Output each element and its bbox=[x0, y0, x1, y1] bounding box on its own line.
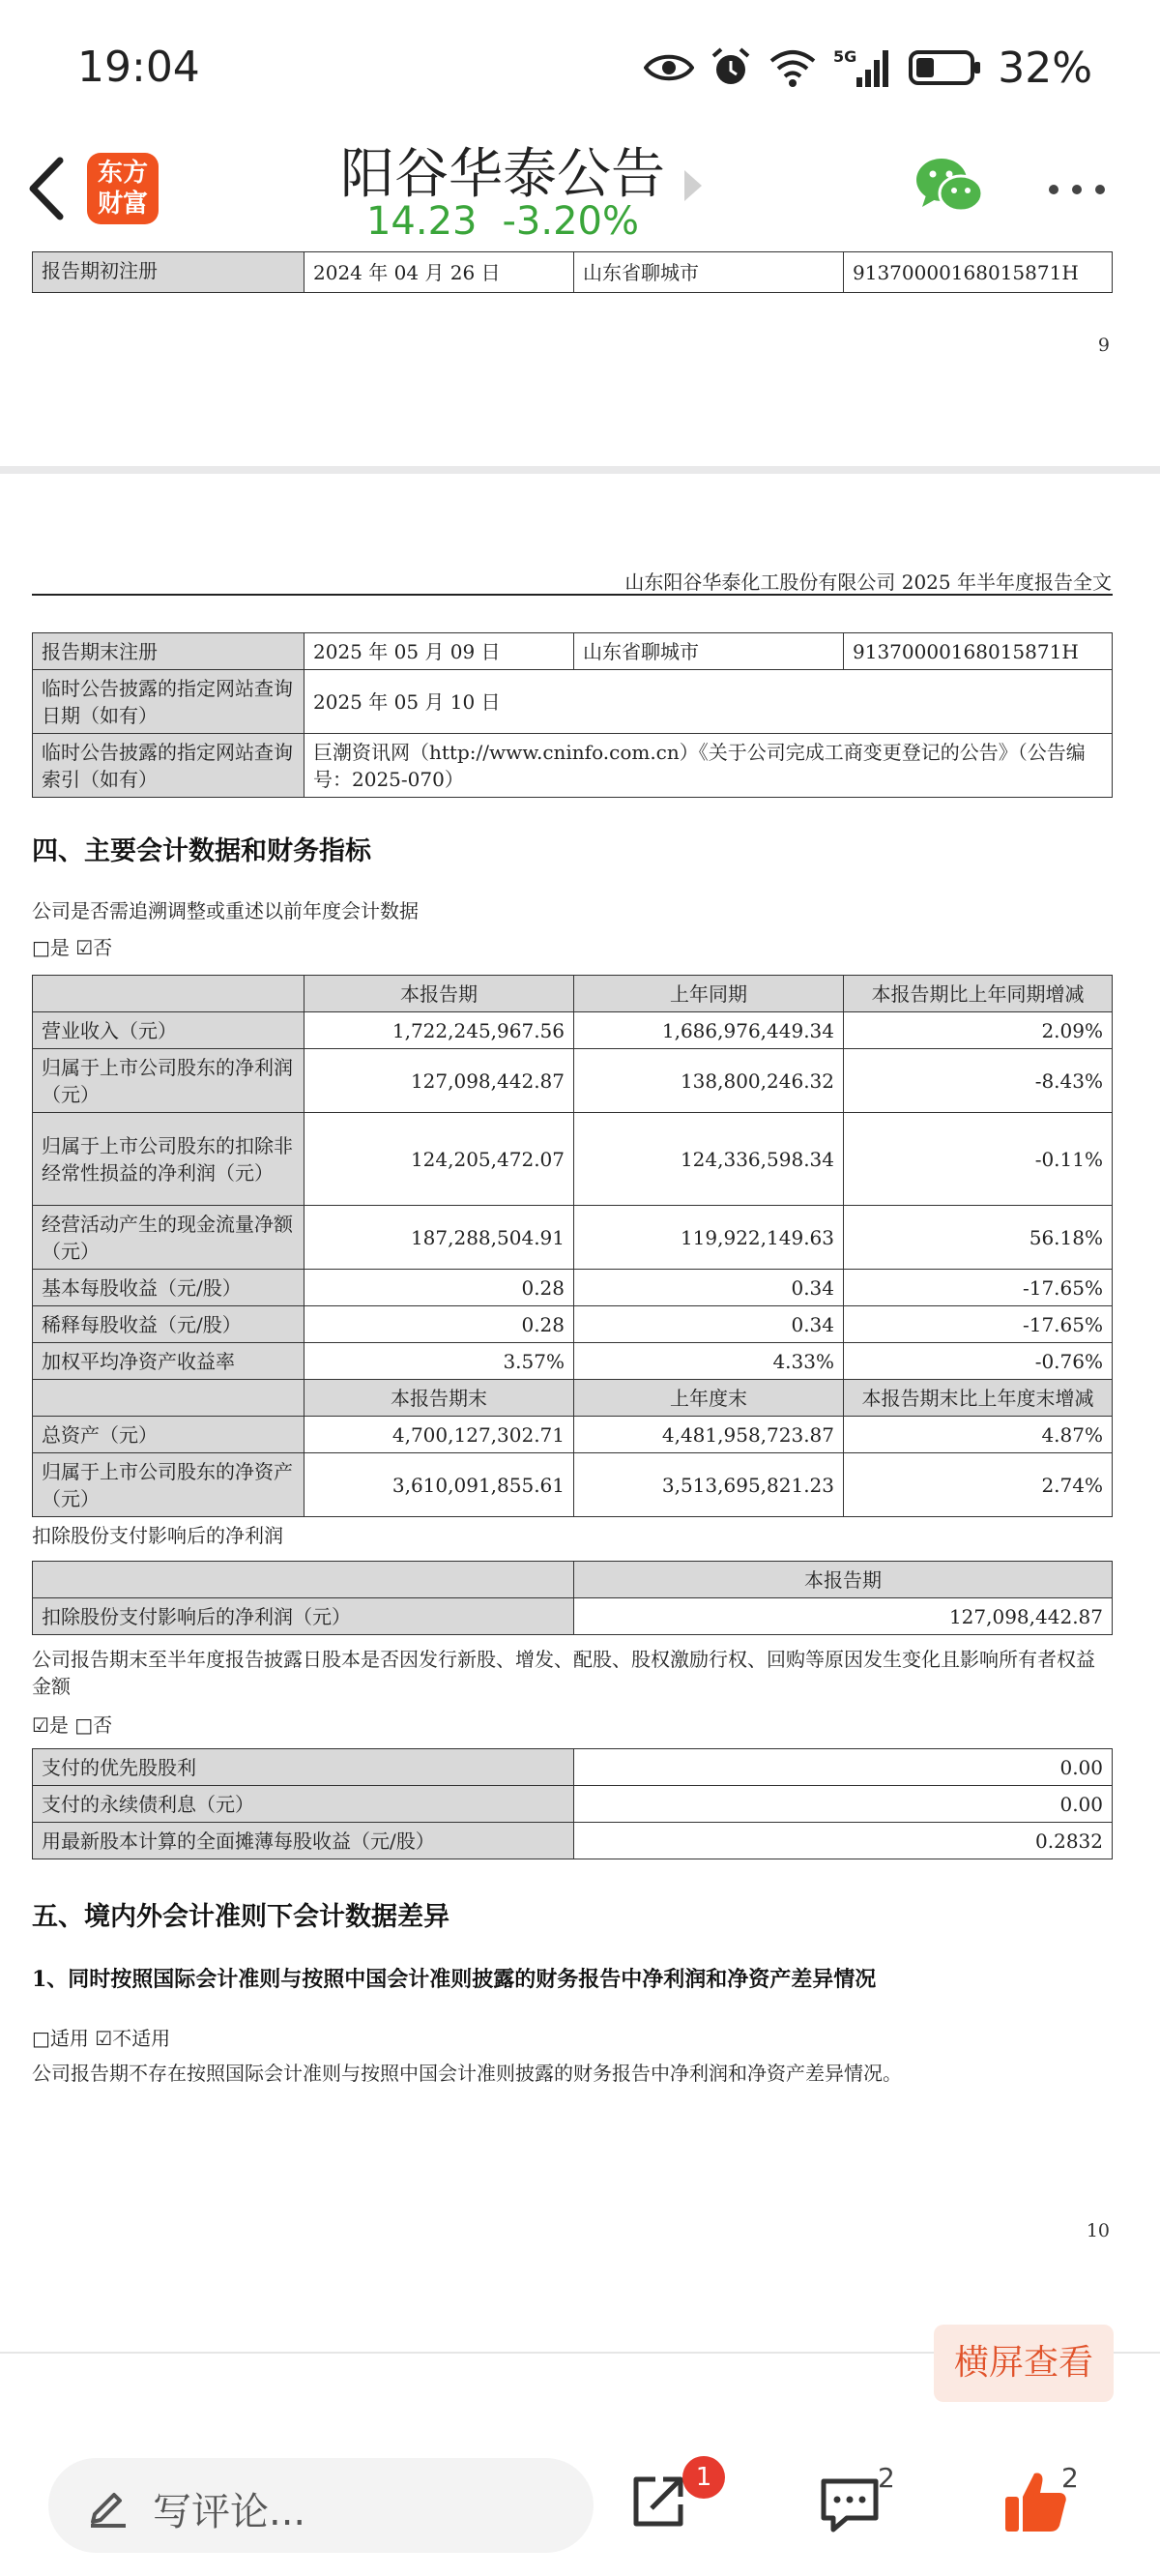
table-cell: 124,336,598.34 bbox=[574, 1113, 844, 1206]
next-stock-arrow-icon[interactable] bbox=[682, 168, 704, 203]
status-icons bbox=[644, 39, 1092, 97]
table-row bbox=[33, 1012, 1113, 1049]
table-row bbox=[33, 670, 1113, 734]
table-row bbox=[33, 1417, 1113, 1453]
eye-icon bbox=[644, 51, 694, 84]
subsection-heading: 1、同时按照国际会计准则与按照中国会计准则披露的财务报告中净利润和净资产差异情况 bbox=[32, 1967, 877, 1992]
table-cell: 2024 年 04 月 26 日 bbox=[304, 252, 574, 293]
table-cell: 基本每股收益（元/股） bbox=[33, 1270, 304, 1306]
table-cell: 3,610,091,855.61 bbox=[304, 1453, 574, 1517]
cellular-signal-icon bbox=[833, 46, 893, 89]
table-row bbox=[33, 734, 1113, 798]
table-cell: 2025 年 05 月 09 日 bbox=[304, 633, 574, 670]
battery-icon bbox=[909, 48, 982, 87]
table-cell: 0.00 bbox=[574, 1786, 1113, 1823]
stock-change: -3.20% bbox=[502, 199, 640, 244]
main-financial-table bbox=[32, 975, 1113, 1517]
table-header-cell bbox=[33, 1380, 304, 1417]
table-header-row bbox=[33, 1380, 1113, 1417]
stock-quote bbox=[290, 199, 715, 244]
table-cell: 56.18% bbox=[844, 1206, 1113, 1270]
share-pay-table bbox=[32, 1561, 1113, 1635]
table-cell: 3,513,695,821.23 bbox=[574, 1453, 844, 1517]
table-cell: 报告期初注册 bbox=[33, 252, 304, 293]
table-cell: 临时公告披露的指定网站查询索引（如有） bbox=[33, 734, 304, 798]
table-header-cell: 本报告期 bbox=[304, 976, 574, 1012]
table-cell: 127,098,442.87 bbox=[304, 1049, 574, 1113]
table-cell: 3.57% bbox=[304, 1343, 574, 1380]
more-options-icon[interactable] bbox=[1046, 180, 1108, 199]
table-cell: 山东省聊城市 bbox=[574, 252, 844, 293]
table-cell: -0.76% bbox=[844, 1343, 1113, 1380]
table-cell: 127,098,442.87 bbox=[574, 1598, 1113, 1635]
table-row bbox=[33, 1562, 1113, 1598]
table-cell: 2025 年 05 月 10 日 bbox=[304, 670, 1113, 734]
table-header-cell: 本报告期末 bbox=[304, 1380, 574, 1417]
table-cell: 营业收入（元） bbox=[33, 1012, 304, 1049]
table-cell: 124,205,472.07 bbox=[304, 1113, 574, 1206]
table-header-cell: 本报告期比上年同期增减 bbox=[844, 976, 1113, 1012]
table-cell: 经营活动产生的现金流量净额（元） bbox=[33, 1206, 304, 1270]
table-cell: 稀释每股收益（元/股） bbox=[33, 1306, 304, 1343]
table-row bbox=[33, 1306, 1113, 1343]
table-row bbox=[33, 1598, 1113, 1635]
table-cell: 0.34 bbox=[574, 1270, 844, 1306]
thumbs-up-icon[interactable] bbox=[1001, 2468, 1069, 2535]
table-cell: -0.11% bbox=[844, 1113, 1113, 1206]
table-cell: 187,288,504.91 bbox=[304, 1206, 574, 1270]
table-cell: 91370000168015871H bbox=[844, 252, 1113, 293]
table-cell: 0.28 bbox=[304, 1270, 574, 1306]
status-time: 19:04 bbox=[77, 43, 200, 92]
table-cell: 总资产（元） bbox=[33, 1417, 304, 1453]
table-row bbox=[33, 1049, 1113, 1113]
eastmoney-logo[interactable] bbox=[87, 153, 159, 224]
page-separator bbox=[0, 466, 1160, 474]
page-number: 9 bbox=[1097, 335, 1110, 356]
table-cell: 加权平均净资产收益率 bbox=[33, 1343, 304, 1380]
header-rule bbox=[32, 594, 1113, 596]
wechat-share-icon[interactable] bbox=[914, 155, 984, 217]
registration-table bbox=[32, 632, 1113, 798]
section-heading: 四、主要会计数据和财务指标 bbox=[32, 836, 371, 866]
table-cell: -8.43% bbox=[844, 1049, 1113, 1113]
table-header-cell: 上年度末 bbox=[574, 1380, 844, 1417]
share-pay-title: 扣除股份支付影响后的净利润 bbox=[32, 1524, 283, 1547]
table-cell: 0.2832 bbox=[574, 1823, 1113, 1859]
table-cell: 报告期末注册 bbox=[33, 633, 304, 670]
table-cell: 4,481,958,723.87 bbox=[574, 1417, 844, 1453]
comments-icon[interactable] bbox=[818, 2475, 882, 2535]
table-row bbox=[33, 1749, 1113, 1786]
bottom-action-bar bbox=[0, 2437, 1160, 2576]
network-type-label: 5G bbox=[833, 47, 857, 66]
comment-placeholder: 写评论... bbox=[153, 2490, 306, 2534]
table-row bbox=[33, 1206, 1113, 1270]
table-cell: 119,922,149.63 bbox=[574, 1206, 844, 1270]
back-arrow-icon[interactable] bbox=[21, 155, 70, 222]
table-row bbox=[33, 633, 1113, 670]
page-number: 10 bbox=[1086, 2220, 1110, 2241]
logo-line-2: 财富 bbox=[97, 190, 148, 219]
logo-line-1: 东方 bbox=[97, 159, 148, 188]
like-count: 2 bbox=[1061, 2462, 1079, 2494]
restate-answer: □是 ☑否 bbox=[32, 936, 113, 959]
table-cell: 扣除股份支付影响后的净利润（元） bbox=[33, 1598, 574, 1635]
wifi-icon bbox=[768, 47, 818, 88]
table-cell: 2.74% bbox=[844, 1453, 1113, 1517]
section-heading: 五、境内外会计准则下会计数据差异 bbox=[32, 1902, 450, 1932]
table-cell: 2.09% bbox=[844, 1012, 1113, 1049]
table-header-cell: 本报告期 bbox=[574, 1562, 1113, 1598]
share-badge: 1 bbox=[682, 2456, 725, 2499]
document-running-header: 山东阳谷华泰化工股份有限公司 2025 年半年度报告全文 bbox=[624, 571, 1112, 594]
battery-percentage: 32% bbox=[998, 43, 1092, 93]
alarm-icon bbox=[710, 46, 752, 89]
table-cell: -17.65% bbox=[844, 1270, 1113, 1306]
table-row bbox=[33, 1113, 1113, 1206]
table-cell: 0.28 bbox=[304, 1306, 574, 1343]
share-change-question: 公司报告期末至半年度报告披露日股本是否因发行新股、增发、配股、股权激励行权、回购等原因发生变化且影响所有者权益金额 bbox=[32, 1648, 1095, 1698]
table-cell bbox=[33, 1562, 574, 1598]
table-cell: 山东省聊城市 bbox=[574, 633, 844, 670]
share-change-answer: ☑是 □否 bbox=[32, 1713, 113, 1737]
status-bar bbox=[0, 0, 1160, 135]
table-cell: 归属于上市公司股东的扣除非经常性损益的净利润（元） bbox=[33, 1113, 304, 1206]
table-cell: -17.65% bbox=[844, 1306, 1113, 1343]
table-cell: 支付的永续债利息（元） bbox=[33, 1786, 574, 1823]
table-cell: 138,800,246.32 bbox=[574, 1049, 844, 1113]
page-title: 阳谷华泰公告 bbox=[340, 143, 665, 206]
pencil-icon bbox=[87, 2485, 130, 2528]
table-row bbox=[33, 1453, 1113, 1517]
table-cell: 归属于上市公司股东的净利润（元） bbox=[33, 1049, 304, 1113]
applicability-answer: □适用 ☑不适用 bbox=[32, 2027, 171, 2050]
landscape-view-button[interactable]: 横屏查看 bbox=[934, 2325, 1114, 2402]
prev-page-registration-table bbox=[32, 251, 1113, 293]
table-cell: 临时公告披露的指定网站查询日期（如有） bbox=[33, 670, 304, 734]
table-row bbox=[33, 1343, 1113, 1380]
comment-input[interactable] bbox=[48, 2458, 594, 2553]
table-cell: 0.00 bbox=[574, 1749, 1113, 1786]
table-cell: 0.34 bbox=[574, 1306, 844, 1343]
app-header bbox=[0, 126, 1160, 251]
restate-question: 公司是否需追溯调整或重述以前年度会计数据 bbox=[32, 899, 419, 922]
table-cell: 4.87% bbox=[844, 1417, 1113, 1453]
table-cell: 4.33% bbox=[574, 1343, 844, 1380]
table-row bbox=[33, 1786, 1113, 1823]
table-header-row bbox=[33, 976, 1113, 1012]
table-cell: 4,700,127,302.71 bbox=[304, 1417, 574, 1453]
table-cell: 1,722,245,967.56 bbox=[304, 1012, 574, 1049]
table-header-cell: 本报告期末比上年度末增减 bbox=[844, 1380, 1113, 1417]
stock-price: 14.23 bbox=[365, 199, 478, 244]
eps-table bbox=[32, 1748, 1113, 1859]
table-header-cell: 上年同期 bbox=[574, 976, 844, 1012]
table-cell: 用最新股本计算的全面摊薄每股收益（元/股） bbox=[33, 1823, 574, 1859]
table-cell: 1,686,976,449.34 bbox=[574, 1012, 844, 1049]
table-row bbox=[33, 1823, 1113, 1859]
comment-count: 2 bbox=[878, 2462, 895, 2494]
difference-statement: 公司报告期不存在按照国际会计准则与按照中国会计准则披露的财务报告中净利润和净资产差异情况。 bbox=[32, 2062, 902, 2085]
table-cell: 91370000168015871H bbox=[844, 633, 1113, 670]
share-icon[interactable] bbox=[628, 2472, 688, 2532]
table-cell: 巨潮资讯网（http://www.cninfo.com.cn）《关于公司完成工商变更登记的公告》（公告编号：2025-070） bbox=[304, 734, 1113, 798]
table-cell: 归属于上市公司股东的净资产（元） bbox=[33, 1453, 304, 1517]
table-header-cell bbox=[33, 976, 304, 1012]
table-cell: 支付的优先股股利 bbox=[33, 1749, 574, 1786]
table-row bbox=[33, 252, 1113, 293]
table-row bbox=[33, 1270, 1113, 1306]
